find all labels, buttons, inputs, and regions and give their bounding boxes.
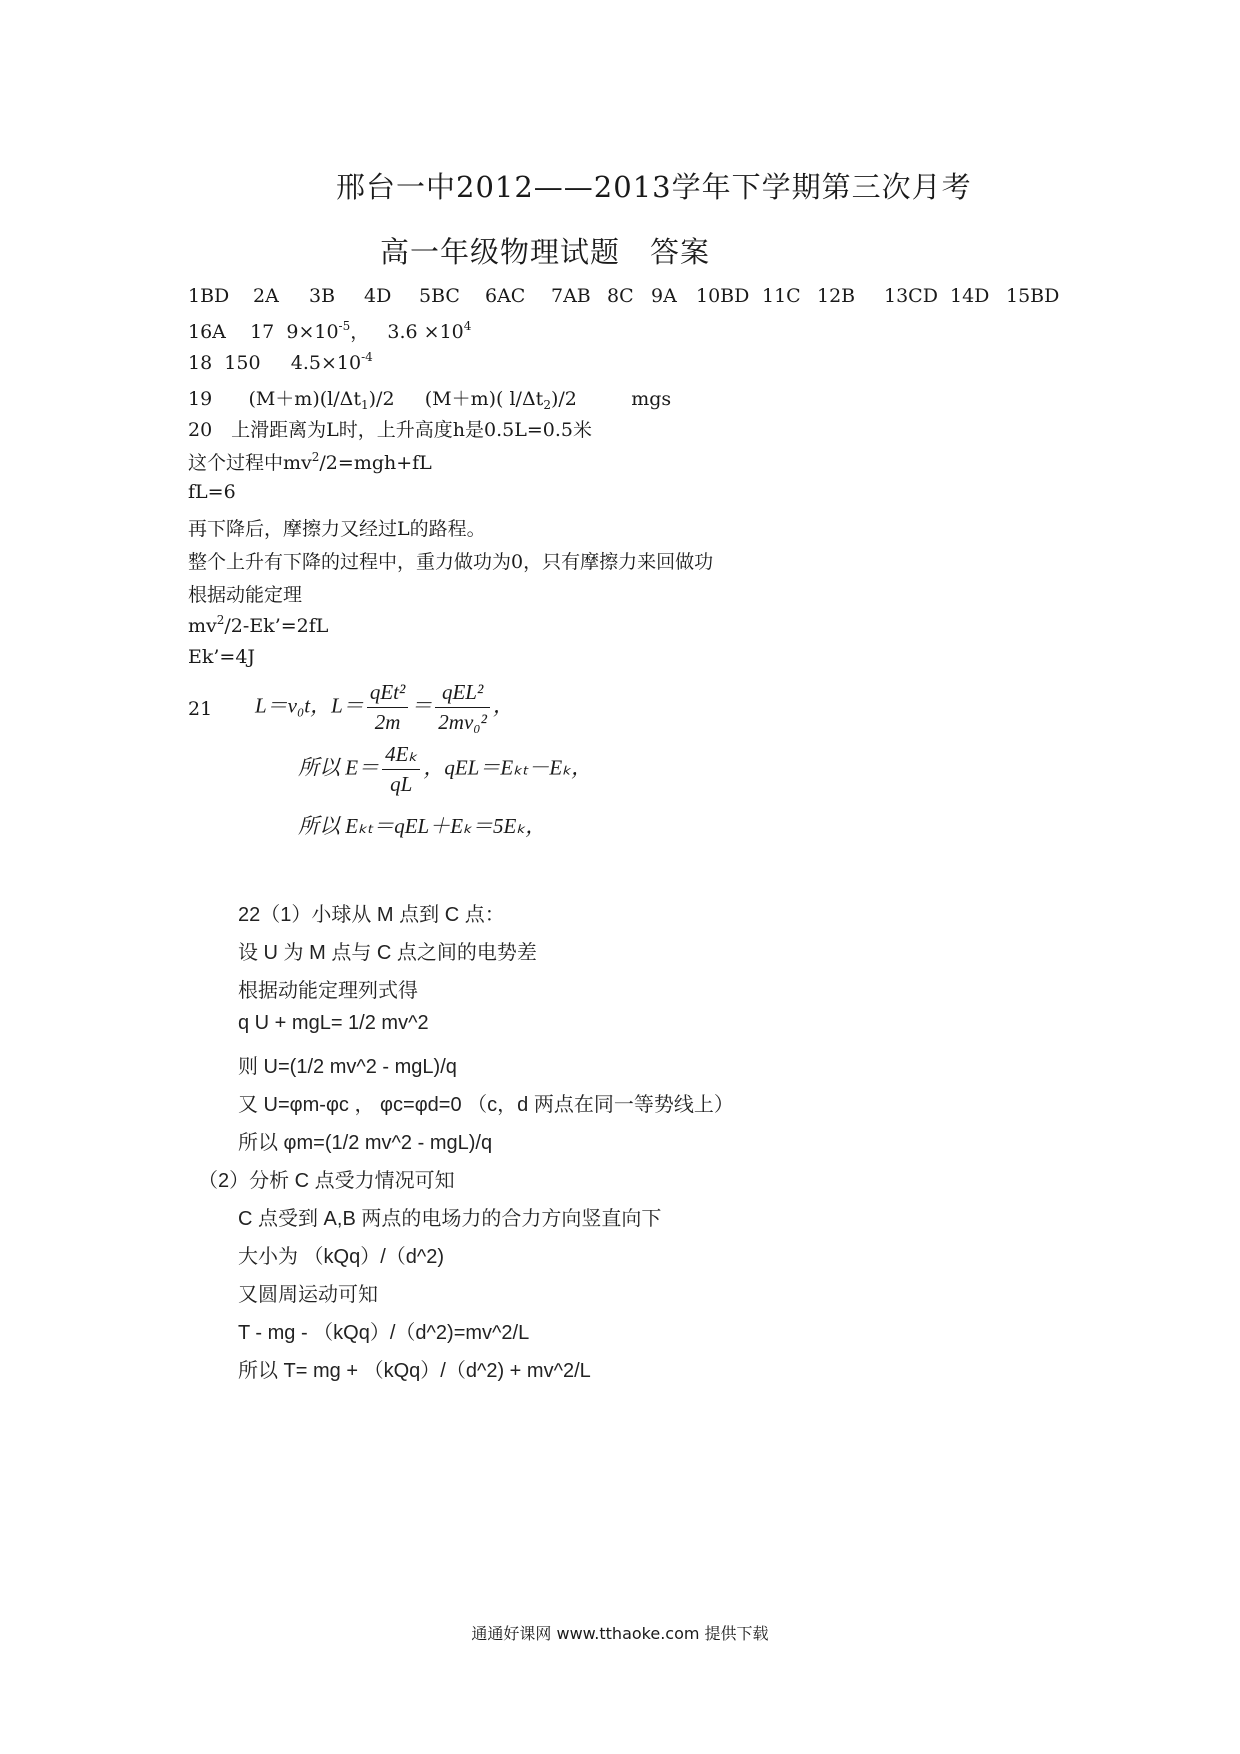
q20-line-8: Ek’=4J: [188, 646, 256, 668]
q22-line-9: C 点受到 A,B 两点的电场力的合力方向竖直向下: [238, 1208, 662, 1230]
footer-credit: 通通好课网 www.tthaoke.com 提供下载: [471, 1624, 769, 1643]
q22-line-5: 则 U=(1/2 mv^2 - mgL)/q: [238, 1056, 457, 1078]
title-line-2: 高一年级物理试题 答案: [380, 235, 711, 269]
q22-line-6: 又 U=φm-φc ， φc=φd=0 （c，d 两点在同一等势线上）: [238, 1094, 734, 1116]
answer-18: 18 150 $4.5\times 10^{-4}$: [188, 350, 373, 374]
answer-item: 1BD: [188, 285, 230, 307]
q20-line-7: $mv^2/2-Ek’=2fL$: [188, 613, 329, 637]
q22-line-4: q U + mgL= 1/2 mv^2: [238, 1012, 429, 1034]
answer-item: 15BD: [1006, 285, 1060, 307]
q20-line-6: 根据动能定理: [188, 584, 303, 606]
answer-16: 16A: [188, 321, 226, 343]
answer-item: 11C: [762, 285, 801, 307]
answer-item: 3B: [309, 285, 336, 307]
fraction: $\frac{\text{qEL²}}{\text{2mv₀²}}$: [435, 680, 490, 735]
q20-line-1: 20 上滑距离为L时，上升高度h是0.5L=0.5米: [188, 419, 593, 441]
answer-item: 12B: [817, 285, 856, 307]
answer-item: 9A: [651, 285, 677, 307]
q22-line-3: 根据动能定理列式得: [238, 980, 418, 1002]
q22-line-12: T - mg - （kQq）/（d^2)=mv^2/L: [238, 1322, 530, 1344]
q22-line-13: 所以 T= mg + （kQq）/（d^2) + mv^2/L: [238, 1360, 591, 1382]
q22-line-7: 所以 φm=(1/2 mv^2 - mgL)/q: [238, 1132, 493, 1154]
q22-line-8: （2）分析 C 点受力情况可知: [198, 1170, 455, 1192]
q22-line-10: 大小为 （kQq）/（d^2): [238, 1246, 445, 1268]
answer-16-17: 16A 17 $9\times 10^{-5}$， $3.6 \times 10^4$: [188, 319, 472, 343]
q21-label: 21: [188, 698, 213, 720]
title-line-1: 邢台一中2012——2013学年下学期第三次月考: [336, 170, 972, 204]
q22-line-2: 设 U 为 M 点与 C 点之间的电势差: [238, 942, 537, 964]
answer-item: 14D: [950, 285, 990, 307]
q21-equation-1: L＝v₀t，L＝ $\frac{\text{qEt²}}{2m}$ ＝ $\frac{\text{qEL²}}{\text{2mv₀²}}$ ，: [255, 680, 514, 734]
answer-item: 7AB: [551, 285, 591, 307]
fraction: $\frac{\text{4Eₖ}}{qL}$: [382, 742, 420, 797]
q20-line-5: 整个上升有下降的过程中，重力做功为0，只有摩擦力来回做功: [188, 551, 714, 573]
fraction: $\frac{\text{qEt²}}{2m}$: [367, 680, 408, 735]
answer-item: 4D: [364, 285, 392, 307]
answer-19: 19 $(M+m)(l/\Delta t_1)/2$ (M＋m)( $l/\Delta t_2)/2$ mgs: [188, 388, 672, 412]
q22-line-11: 又圆周运动可知: [238, 1284, 378, 1306]
q17-label: 17: [250, 321, 275, 343]
answer-item: 5BC: [419, 285, 460, 307]
q21-equation-2: 所以 E＝ $\frac{\text{4Eₖ}}{qL}$ ，qEL＝Eₖₜ－Eₖ，: [298, 742, 593, 796]
answer-item: 10BD: [696, 285, 750, 307]
q21-equation-3: 所以 Eₖₜ＝qEL＋Eₖ＝5Eₖ，: [298, 814, 547, 838]
q20-line-2: 这个过程中$mv^2/2=mgh+fL$: [188, 450, 432, 474]
answer-item: 13CD: [884, 285, 938, 307]
q22-line-1: 22（1）小球从 M 点到 C 点：: [238, 904, 505, 926]
answer-item: 2A: [253, 285, 279, 307]
q20-line-3: fL=6: [188, 481, 236, 503]
q20-line-4: 再下降后，摩擦力又经过L的路程。: [188, 518, 486, 540]
answer-item: 6AC: [485, 285, 526, 307]
answer-item: 8C: [607, 285, 634, 307]
